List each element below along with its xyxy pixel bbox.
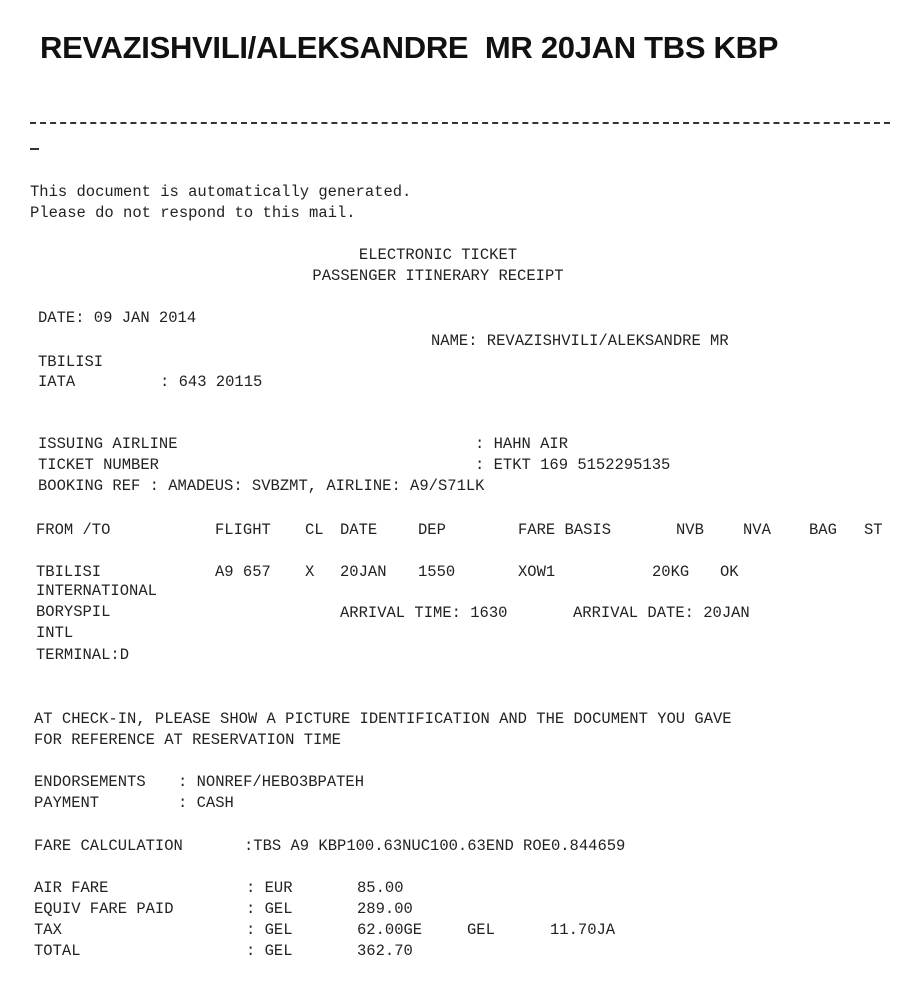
checkin-notice-line-1: AT CHECK-IN, PLEASE SHOW A PICTURE IDENTIFICATION AND THE DOCUMENT YOU GAVE: [34, 710, 732, 728]
air-fare-currency: : EUR: [246, 879, 293, 897]
arrival-time: ARRIVAL TIME: 1630: [340, 604, 508, 622]
equiv-fare-currency: : GEL: [246, 900, 293, 918]
tax-amount-2: 11.70JA: [550, 921, 616, 939]
endorsements-label: ENDORSEMENTS: [34, 773, 146, 791]
iata-label: IATA: [38, 373, 76, 391]
flight-number: A9 657: [215, 563, 271, 581]
payment-label: PAYMENT: [34, 794, 100, 812]
total-label: TOTAL: [34, 942, 81, 960]
issue-date: DATE: 09 JAN 2014: [38, 309, 197, 327]
dashed-divider-tail: [30, 148, 39, 150]
ticket-number-label: TICKET NUMBER: [38, 456, 159, 474]
payment-value: : CASH: [178, 794, 234, 812]
col-header-from-to: FROM /TO: [36, 521, 111, 539]
destination-terminal: TERMINAL:D: [36, 646, 130, 664]
issuing-airline-label: ISSUING AIRLINE: [38, 435, 178, 453]
col-header-nva: NVA: [743, 521, 771, 539]
origin-airport-line-2: INTERNATIONAL: [36, 582, 157, 600]
iata-value: : 643 20115: [160, 373, 263, 391]
col-header-fare-basis: FARE BASIS: [518, 521, 612, 539]
dashed-divider: [30, 122, 890, 124]
col-header-bag: BAG: [809, 521, 837, 539]
equiv-fare-label: EQUIV FARE PAID: [34, 900, 174, 918]
col-header-flight: FLIGHT: [215, 521, 271, 539]
equiv-fare-amount: 289.00: [357, 900, 413, 918]
tax-currency-2: GEL: [467, 921, 495, 939]
col-header-st: ST: [864, 521, 883, 539]
fare-basis: XOW1: [518, 563, 556, 581]
origin-airport-line-1: TBILISI: [36, 563, 102, 581]
air-fare-label: AIR FARE: [34, 879, 109, 897]
fare-calculation-value: :TBS A9 KBP100.63NUC100.63END ROE0.844659: [244, 837, 626, 855]
col-header-date: DATE: [340, 521, 378, 539]
passenger-name: NAME: REVAZISHVILI/ALEKSANDRE MR: [431, 332, 729, 350]
destination-airport-line-2: INTL: [36, 624, 74, 642]
total-amount: 362.70: [357, 942, 413, 960]
issuing-airline-value: : HAHN AIR: [475, 435, 569, 453]
booking-class: X: [305, 563, 315, 581]
air-fare-amount: 85.00: [357, 879, 404, 897]
destination-airport-line-1: BORYSPIL: [36, 603, 111, 621]
tax-amount: 62.00GE: [357, 921, 423, 939]
flight-date: 20JAN: [340, 563, 387, 581]
departure-time: 1550: [418, 563, 456, 581]
col-header-dep: DEP: [418, 521, 446, 539]
booking-status: OK: [720, 563, 739, 581]
checkin-notice-line-2: FOR REFERENCE AT RESERVATION TIME: [34, 731, 341, 749]
col-header-nvb: NVB: [676, 521, 704, 539]
issue-city: TBILISI: [38, 353, 104, 371]
baggage-allowance: 20KG: [652, 563, 690, 581]
doc-title-line-2: PASSENGER ITINERARY RECEIPT: [312, 267, 564, 285]
doc-title-line-1: ELECTRONIC TICKET: [358, 246, 518, 264]
booking-ref: BOOKING REF : AMADEUS: SVBZMT, AIRLINE: A9/S71LK: [38, 477, 485, 495]
fare-calculation-label: FARE CALCULATION: [34, 837, 183, 855]
endorsements-value: : NONREF/HEBO3BPATEH: [178, 773, 365, 791]
notice-line-1: This document is automatically generated.: [30, 183, 412, 201]
tax-label: TAX: [34, 921, 62, 939]
notice-line-2: Please do not respond to this mail.: [30, 204, 356, 222]
tax-currency: : GEL: [246, 921, 293, 939]
arrival-date: ARRIVAL DATE: 20JAN: [573, 604, 750, 622]
total-currency: : GEL: [246, 942, 293, 960]
passenger-header: REVAZISHVILI/ALEKSANDRE MR 20JAN TBS KBP: [40, 30, 779, 65]
ticket-number-value: : ETKT 169 5152295135: [475, 456, 671, 474]
col-header-cl: CL: [305, 521, 324, 539]
